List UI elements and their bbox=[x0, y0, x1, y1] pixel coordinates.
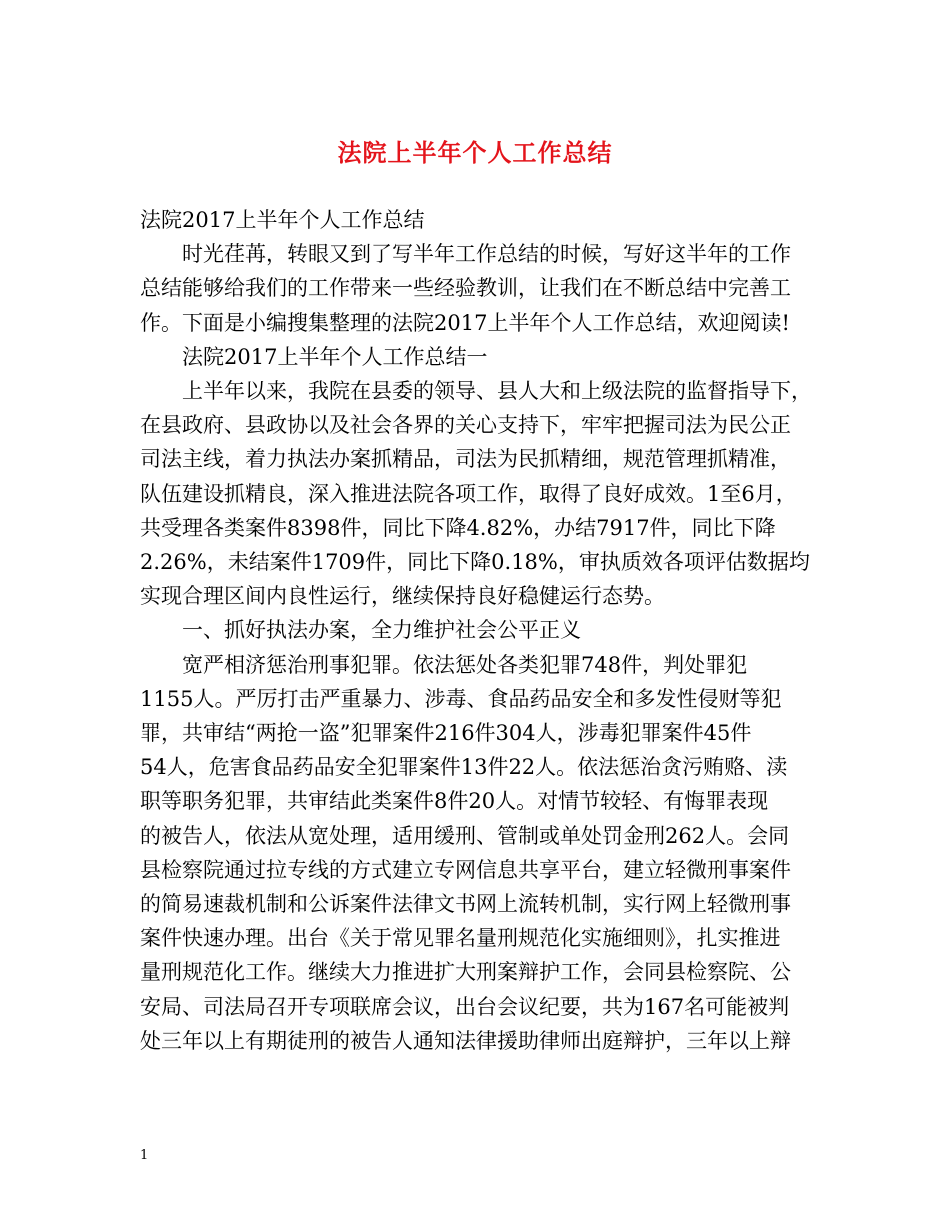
text-line: 处三年以上有期徒刑的被告人通知法律援助律师出庭辩护，三年以上辩 bbox=[140, 1028, 791, 1053]
text-line: 司法主线，着力执法办案抓精品，司法为民抓精细，规范管理抓精准， bbox=[140, 447, 791, 472]
text-line: 案件快速办理。出台《关于常见罪名量刑规范化实施细则》，扎实推进 bbox=[140, 926, 781, 951]
text-line: 安局、司法局召开专项联席会议，出台会议纪要，共为167名可能被判 bbox=[140, 994, 790, 1019]
text-line: 县检察院通过拉专线的方式建立专网信息共享平台，建立轻微刑事案件 bbox=[140, 857, 791, 882]
text-line: 总结能够给我们的工作带来一些经验教训，让我们在不断总结中完善工 bbox=[140, 276, 791, 301]
text-line: 的被告人，依法从宽处理，适用缓刑、管制或单处罚金刑262人。会同 bbox=[140, 823, 790, 848]
text-line: 法院2017上半年个人工作总结 bbox=[140, 208, 425, 232]
text-line: 量刑规范化工作。继续大力推进扩大刑案辩护工作，会同县检察院、公 bbox=[140, 960, 791, 985]
text-line: 54人，危害食品药品安全犯罪案件13件22人。依法惩治贪污贿赂、渎 bbox=[140, 755, 788, 780]
text-line: 一、抓好执法办案，全力维护社会公平正义 bbox=[182, 618, 581, 643]
text-line: 2.26%，未结案件1709件，同比下降0.18%，审执质效各项评估数据均 bbox=[140, 550, 810, 574]
text-line: 职等职务犯罪，共审结此类案件8件20人。对情节较轻、有悔罪表现 bbox=[140, 789, 769, 814]
text-line: 宽严相济惩治刑事犯罪。依法惩处各类犯罪748件，判处罪犯 bbox=[182, 652, 748, 677]
text-line: 的简易速裁机制和公诉案件法律文书网上流转机制，实行网上轻微刑事 bbox=[140, 892, 791, 916]
text-line: 作。下面是小编搜集整理的法院2017上半年个人工作总结，欢迎阅读! bbox=[140, 310, 790, 335]
text-line: 时光荏苒，转眼又到了写半年工作总结的时候，写好这半年的工作 bbox=[182, 242, 791, 267]
text-line: 1155人。严厉打击严重暴力、涉毒、食品药品安全和多发性侵财等犯 bbox=[140, 686, 782, 711]
text-line: 罪，共审结“两抢一盗”犯罪案件216件304人，涉毒犯罪案件45件 bbox=[140, 721, 752, 745]
page-number: 1 bbox=[140, 1148, 149, 1163]
text-line: 在县政府、县政协以及社会各界的关心支持下，牢牢把握司法为民公正 bbox=[140, 413, 791, 438]
document-title: 法院上半年个人工作总结 bbox=[337, 139, 613, 167]
text-line: 实现合理区间内良性运行，继续保持良好稳健运行态势。 bbox=[140, 584, 665, 609]
text-line: 队伍建设抓精良，深入推进法院各项工作，取得了良好成效。1至6月， bbox=[140, 481, 797, 506]
text-line: 法院2017上半年个人工作总结一 bbox=[182, 344, 488, 369]
text-line: 上半年以来，我院在县委的领导、县人大和上级法院的监督指导下， bbox=[182, 379, 812, 403]
text-line: 共受理各类案件8398件，同比下降4.82%，办结7917件，同比下降 bbox=[140, 515, 776, 540]
